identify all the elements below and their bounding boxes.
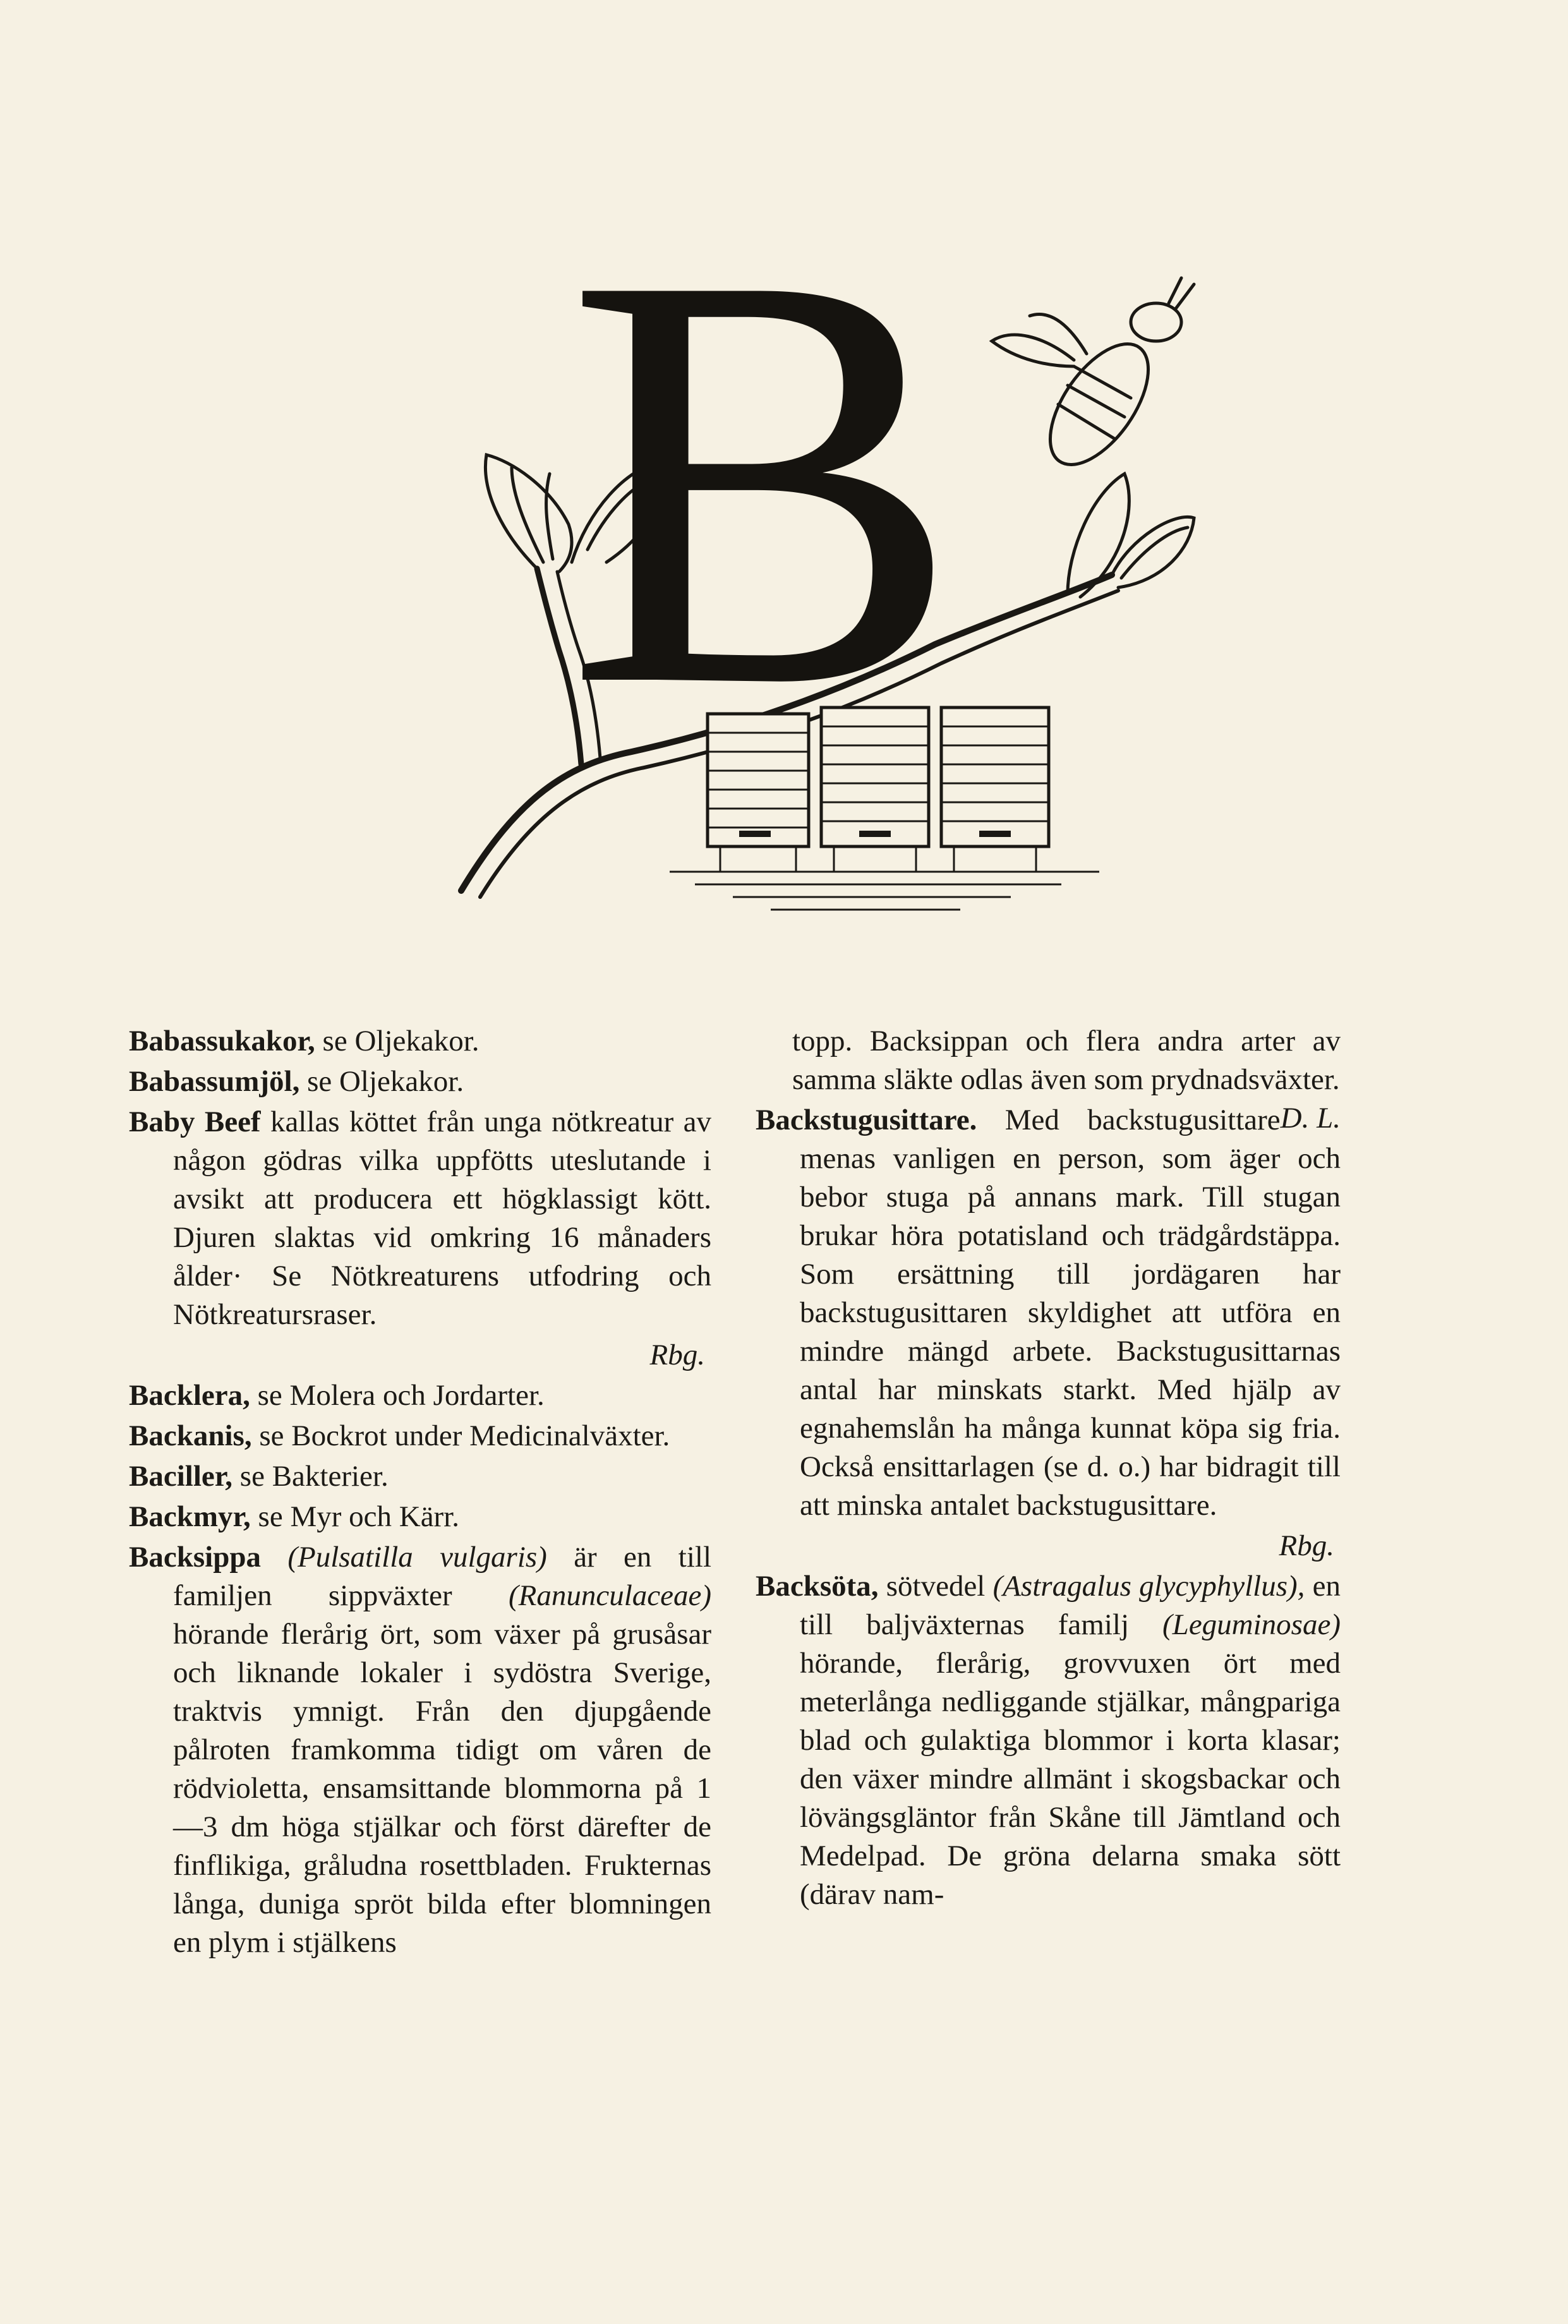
entry-backmyr bbox=[129, 1498, 711, 1536]
entry-babassukakor bbox=[129, 1022, 711, 1061]
entry-text: Med backstugusittare menas vanligen en person, som äger och bebor stuga på annans mark. Till stugan brukar höra potatisland och trädgårdstäppa. Som ersättning till jordägaren har backstugusittaren skyldighet att utföra en mindre mängd arbete. Backstugusittarnas antal har minskats starkt. Med hjälp av egnahemslån ha många kunnat köpa sig fria. Också ensittarlagen (se d. o.) har bidragit till att minska antalet backstugusittare. bbox=[800, 1104, 1341, 1522]
entry-text: en till baljväxternas familj bbox=[800, 1570, 1341, 1641]
entry-text: sötvedel bbox=[878, 1570, 993, 1603]
entry-text: är en till familjen sippväxter bbox=[173, 1541, 711, 1612]
headword: Backanis, bbox=[129, 1419, 252, 1452]
author-signature: D. L. bbox=[1280, 1102, 1341, 1135]
headword: Babassukakor, bbox=[129, 1025, 315, 1057]
entry-babassumjol bbox=[129, 1063, 711, 1101]
entry-text: se Bakterier. bbox=[232, 1460, 389, 1493]
headword: Babassumjöl, bbox=[129, 1065, 300, 1098]
entry-text: hörande, flerårig, grovvuxen ört med meterlånga nedliggande stjälkar, mångpariga blad och gulaktiga blommor i korta klasar; den växer mindre allmänt i skogsbackar och lövängsgläntor från Skåne till Jämtland och Medelpad. De gröna delarna smaka sött (därav nam- bbox=[800, 1647, 1341, 1911]
entry-text: se Myr och Kärr. bbox=[250, 1500, 460, 1533]
entry-baby-beef bbox=[129, 1103, 711, 1334]
entry-text: se Oljekakor. bbox=[315, 1025, 479, 1057]
entry-text: topp. Backsippan och flera andra arter av samma släkte odlas även som prydnadsväxter. bbox=[792, 1025, 1341, 1096]
entry-backanis bbox=[129, 1417, 711, 1455]
entry-backsippa bbox=[129, 1538, 711, 1962]
headword: Backsippa bbox=[129, 1541, 261, 1574]
decorative-initial-b: B bbox=[565, 151, 962, 809]
entry-backsota bbox=[756, 1567, 1341, 1914]
entry-text: kallas köttet från unga nötkreatur av någon gödras vilka uppfötts uteslutande i avsikt att producera ett högklassigt kött. Djuren slaktas vid omkring 16 månaders ålder· Se Nötkreaturens utfodring och Nötkreatursraser. bbox=[173, 1105, 711, 1331]
headword: Backlera, bbox=[129, 1379, 250, 1412]
left-column bbox=[129, 1022, 711, 1964]
author-signature: Rbg. bbox=[1279, 1529, 1334, 1562]
entry-text: se Molera och Jordarter. bbox=[250, 1379, 545, 1412]
entry-baciller bbox=[129, 1457, 711, 1496]
headword: Baciller, bbox=[129, 1460, 233, 1493]
headword: Baby Beef bbox=[129, 1105, 261, 1138]
entry-text: se Bockrot under Medicinalväxter. bbox=[251, 1419, 670, 1452]
headword: Backstugusittare. bbox=[756, 1104, 977, 1136]
entry-backstugusittare bbox=[756, 1101, 1341, 1525]
family-latin-name: (Leguminosae) bbox=[1162, 1608, 1341, 1641]
author-signature: Rbg. bbox=[649, 1339, 705, 1371]
entry-text: se Oljekakor. bbox=[299, 1065, 464, 1098]
headword: Backmyr, bbox=[129, 1500, 251, 1533]
family-latin-name: (Ranunculaceae) bbox=[508, 1579, 711, 1612]
latin-name: (Astragalus glycyphyllus), bbox=[992, 1570, 1305, 1603]
entry-text: hörande flerårig ört, som växer på grusåsar och liknande lokaler i sydöstra Sverige, traktvis ymnigt. Från den djupgående pålroten framkomma tidigt om våren de rödvioletta, ensamsittande blommorna på 1—3 dm höga stjälkar och först därefter de finflikiga, gråludna rosettbladen. Frukternas långa, duniga spröt bilda efter blomningen en plym i stjälkens bbox=[173, 1618, 711, 1959]
headword: Backsöta, bbox=[756, 1570, 879, 1603]
right-column bbox=[756, 1022, 1341, 1916]
entry-backlera bbox=[129, 1376, 711, 1415]
latin-name: (Pulsatilla vulgaris) bbox=[260, 1541, 547, 1574]
